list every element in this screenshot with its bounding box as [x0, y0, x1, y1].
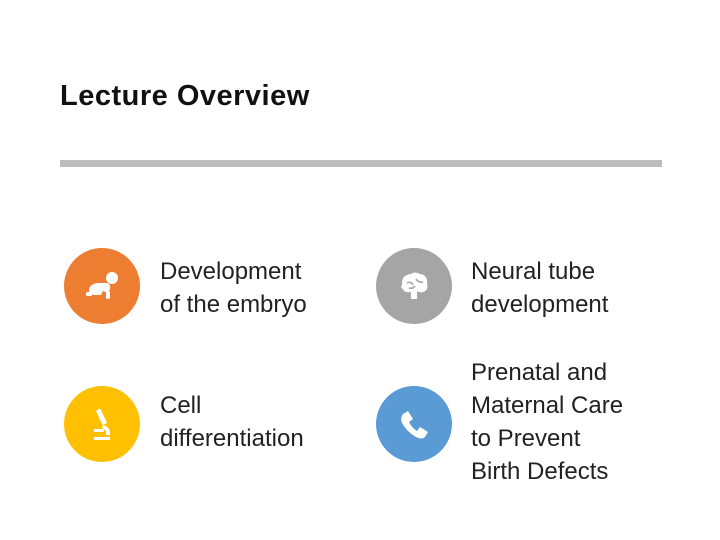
phone-icon — [376, 386, 452, 462]
item-line: to Prevent — [471, 425, 581, 452]
item-line: Neural tube — [471, 258, 596, 285]
item-line: Development — [160, 258, 302, 285]
item-development-embryo — [160, 255, 360, 321]
item-line: Prenatal and — [471, 359, 608, 386]
item-line: Cell — [160, 392, 202, 419]
slide-title: Lecture Overview — [60, 80, 310, 112]
item-prenatal-care — [471, 356, 671, 488]
baby-crawling-icon — [64, 248, 140, 324]
item-line: differentiation — [160, 425, 304, 452]
brain-icon — [376, 248, 452, 324]
item-line: Maternal Care — [471, 392, 624, 419]
item-line: Birth Defects — [471, 458, 609, 485]
item-line: development — [471, 291, 609, 318]
item-cell-differentiation — [160, 389, 360, 455]
item-neural-tube — [471, 255, 671, 321]
item-line: of the embryo — [160, 291, 307, 318]
title-divider — [60, 160, 662, 167]
microscope-icon — [64, 386, 140, 462]
